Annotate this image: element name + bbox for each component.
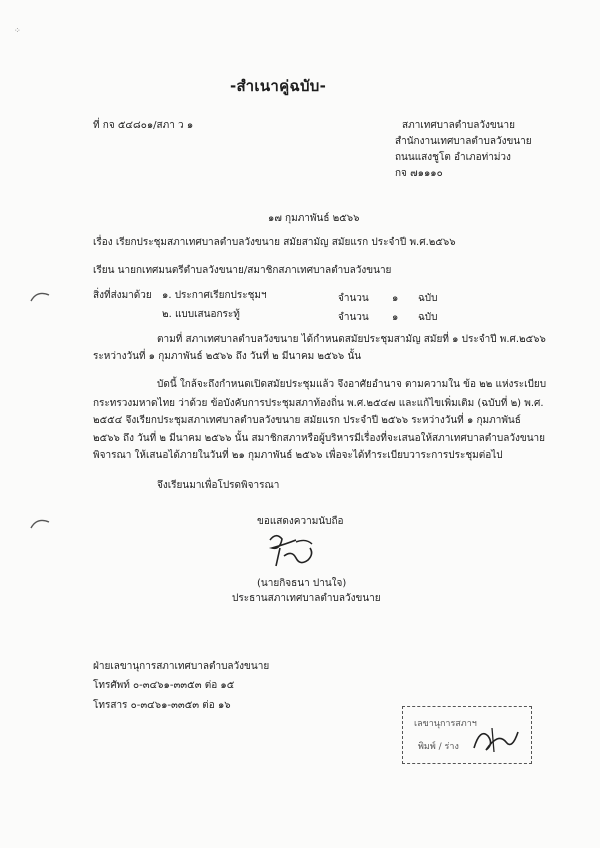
paragraph-1-line-1: ตามที่ สภาเทศบาลตำบลวังขนาย ได้กำหนดสมัยประชุมสามัญ สมัยที่ ๑ ประจำปี พ.ศ.๒๕๖๖ bbox=[157, 334, 546, 345]
closing-salutation: ขอแสดงความนับถือ bbox=[257, 516, 344, 527]
document-date: ๑๗ กุมภาพันธ์ ๒๕๖๖ bbox=[268, 213, 360, 224]
paragraph-1-line-2: ระหว่างวันที่ ๑ กุมภาพันธ์ ๒๕๖๖ ถึง วันที่ ๒ มีนาคม ๒๕๖๖ นั้น bbox=[93, 351, 362, 362]
contact-phone: โทรศัพท์ ๐-๓๔๖๑-๓๓๕๓ ต่อ ๑๕ bbox=[93, 680, 235, 691]
subject-line: เรื่อง เรียกประชุมสภาเทศบาลตำบลวังขนาย สมัยสามัญ สมัยแรก ประจำปี พ.ศ.๒๕๖๖ bbox=[93, 237, 456, 248]
stamp-line-1: เลขานุการสภาฯ bbox=[414, 719, 477, 729]
attachment-2-name: ๒. แบบเสนอกระทู้ bbox=[162, 309, 240, 320]
signer-position: ประธานสภาเทศบาลตำบลวังขนาย bbox=[232, 593, 381, 604]
paragraph-2-line-2: กระทรวงมหาดไทย ว่าด้วย ข้อบังคับการประชุมสภาท้องถิ่น พ.ศ.๒๕๔๗ และแก้ไขเพิ่มเติม (ฉบับที่ ๒) พ.ศ. bbox=[93, 398, 544, 409]
sender-address-line-4: กจ ๗๑๑๑๐ bbox=[395, 168, 443, 179]
attachment-1-qty-label: จำนวน bbox=[338, 293, 369, 304]
document-number: ที่ กจ ๕๔๘๐๑/สภา ว ๑ bbox=[93, 120, 194, 131]
closing-request: จึงเรียนมาเพื่อโปรดพิจารณา bbox=[157, 480, 280, 491]
sender-address-line-1: สภาเทศบาลตำบลวังขนาย bbox=[402, 120, 515, 131]
paragraph-2-line-5: พิจารณา ให้เสนอได้ภายในวันที่ ๒๑ กุมภาพันธ์ ๒๕๖๖ เพื่อจะได้ทำระเบียบวาระการประชุมต่อไป bbox=[93, 450, 503, 461]
recipient-line: เรียน นายกเทศมนตรีตำบลวังขนาย/สมาชิกสภาเทศบาลตำบลวังขนาย bbox=[93, 265, 392, 276]
paragraph-2-line-4: ๒๕๖๖ ถึง วันที่ ๒ มีนาคม ๒๕๖๖ นั้น สมาชิกสภาหรือผู้บริหารมีเรื่องที่จะเสนอให้สภาเทศบาลตำบลวังขนาย bbox=[93, 433, 546, 444]
attachment-2-unit: ฉบับ bbox=[418, 312, 438, 323]
attachments-label: สิ่งที่ส่งมาด้วย bbox=[93, 290, 152, 301]
contact-office: ฝ่ายเลขานุการสภาเทศบาลตำบลวังขนาย bbox=[93, 661, 270, 672]
handwritten-signature bbox=[262, 530, 318, 568]
attachment-1-unit: ฉบับ bbox=[418, 293, 438, 304]
attachment-1-name: ๑. ประกาศเรียกประชุมฯ bbox=[162, 290, 267, 301]
contact-fax: โทรสาร ๐-๓๔๖๑-๓๓๕๓ ต่อ ๑๖ bbox=[93, 700, 231, 711]
punch-hole-mark-bottom bbox=[29, 516, 51, 530]
scan-mark: ⁘ bbox=[14, 26, 21, 35]
paragraph-2-line-3: ๒๕๕๔ จึงเรียกประชุมสภาเทศบาลตำบลวังขนาย สมัยแรก ประจำปี ๒๕๖๖ ระหว่างวันที่ ๑ กุมภาพันธ์ bbox=[93, 415, 521, 426]
paragraph-2-line-1: บัดนี้ ใกล้จะถึงกำหนดเปิดสมัยประชุมแล้ว จึงอาศัยอำนาจ ตามความใน ข้อ ๒๒ แห่งระเบียบ bbox=[157, 379, 547, 390]
attachment-2-qty: ๑ bbox=[392, 312, 399, 323]
stamp-initials-signature bbox=[468, 722, 524, 756]
signer-name: (นายกิจธนา ปานใจ) bbox=[257, 578, 347, 589]
stamp-line-2: พิมพ์ / ร่าง bbox=[418, 742, 459, 752]
sender-address-line-3: ถนนแสงชูโต อำเภอท่าม่วง bbox=[395, 152, 511, 163]
punch-hole-mark-top bbox=[29, 289, 51, 303]
attachment-1-qty: ๑ bbox=[392, 293, 399, 304]
document-title: -สำเนาคู่ฉบับ- bbox=[230, 77, 327, 95]
attachment-2-qty-label: จำนวน bbox=[338, 312, 369, 323]
sender-address-line-2: สำนักงานเทศบาลตำบลวังขนาย bbox=[395, 136, 532, 147]
